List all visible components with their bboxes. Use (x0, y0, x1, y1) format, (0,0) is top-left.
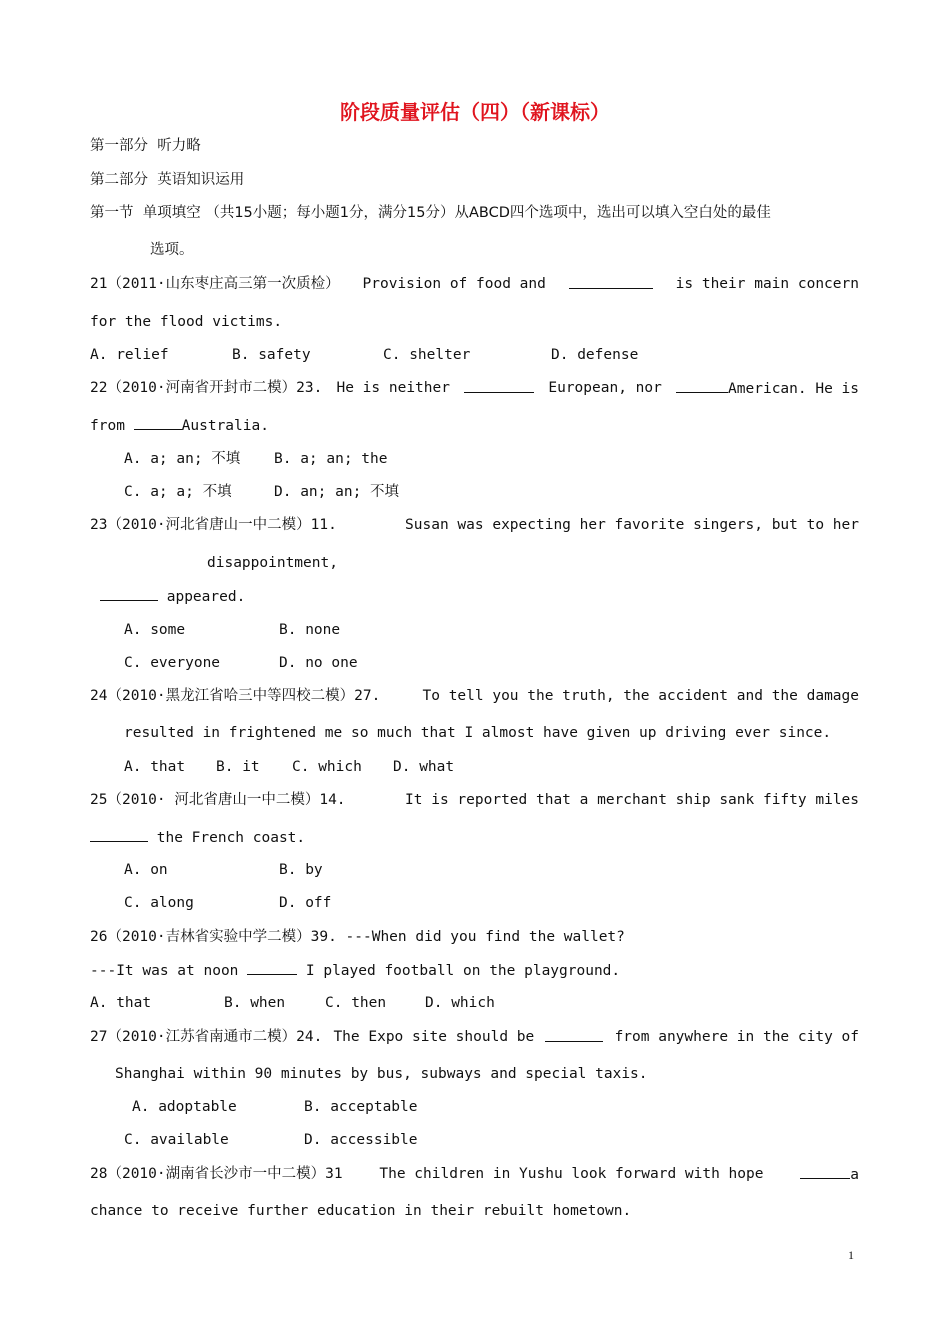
q23-line2: disappointment, (207, 555, 338, 571)
q21-option-b: B. safety (232, 347, 311, 363)
q22-option-b: B. a; an; the (274, 451, 388, 467)
q25-option-a: A. on (124, 862, 168, 878)
q22-text-a: He is neither (336, 380, 450, 396)
q23-source: 23（2010·河北省唐山一中二模）11. (90, 517, 337, 533)
q27-blank (545, 1027, 603, 1042)
q21-option-c: C. shelter (383, 347, 471, 363)
q28-blank (800, 1164, 850, 1179)
q26-line2-b: I played football on the playground. (305, 963, 621, 979)
q21-text-a: Provision of food and (362, 276, 546, 292)
part1-heading: 第一部分 听力略 (90, 138, 201, 154)
q23-line3 (100, 586, 245, 607)
q27-text-b: from anywhere in the city of (614, 1029, 859, 1045)
q23-option-a: A. some (124, 622, 186, 638)
q22-text-b: European, nor (548, 380, 662, 396)
q27-line2: Shanghai within 90 minutes by bus, subways and special taxis. (115, 1066, 648, 1082)
q24-option-d: D. what (393, 759, 455, 775)
q25-option-d: D. off (279, 895, 332, 911)
question-25 (90, 790, 859, 810)
q26-option-b: B. when (224, 995, 286, 1011)
q25-option-c: C. along (124, 895, 194, 911)
q24-option-b: B. it (216, 759, 260, 775)
q26-option-c: C. then (325, 995, 387, 1011)
page-title: 阶段质量评估（四）（新课标） (340, 100, 610, 124)
question-27 (90, 1027, 859, 1047)
q28-text-b: a (850, 1167, 859, 1183)
q22-option-c: C. a; a; 不填 (124, 484, 232, 500)
q21-text-b: is their main concern (675, 276, 859, 292)
q21-line2: for the flood victims. (90, 314, 283, 330)
part2-heading: 第二部分 英语知识运用 (90, 172, 245, 188)
q27-text-a: The Expo site should be (333, 1029, 535, 1045)
question-28 (90, 1164, 859, 1185)
q23-line3-text: appeared. (166, 589, 246, 605)
section1-line2: 选项。 (150, 242, 194, 258)
q21-option-a: A. relief (90, 347, 169, 363)
q27-option-b: B. acceptable (304, 1099, 418, 1115)
question-21 (90, 274, 859, 294)
q26-option-d: D. which (425, 995, 495, 1011)
q26-option-a: A. that (90, 995, 152, 1011)
q22-blank-2 (676, 378, 728, 393)
q21-option-d: D. defense (551, 347, 639, 363)
q24-source: 24（2010·黑龙江省哈三中等四校二模）27. (90, 688, 381, 704)
q22-text-c: American. He is (728, 381, 859, 397)
q26-text-a: ---When did you find the wallet? (345, 929, 625, 945)
q23-option-d: D. no one (279, 655, 358, 671)
page-number: 1 (848, 1248, 854, 1262)
q26-source: 26（2010·吉林省实验中学二模）39. (90, 929, 337, 945)
q27-option-d: D. accessible (304, 1132, 418, 1148)
q23-blank (100, 586, 158, 601)
q21-blank (569, 274, 653, 289)
q25-line2-text: the French coast. (156, 830, 306, 846)
q24-option-c: C. which (292, 759, 362, 775)
q22-blank-1 (464, 378, 534, 393)
q22-line2 (90, 415, 269, 436)
q27-option-c: C. available (124, 1132, 229, 1148)
q22-option-d: D. an; an; 不填 (274, 484, 400, 500)
q22-option-a: A. a; an; 不填 (124, 451, 241, 467)
q25-line2 (90, 827, 305, 848)
q22-blank-3 (134, 415, 182, 430)
q24-text-a: To tell you the truth, the accident and the damage (422, 688, 859, 704)
q22-line2-b: Australia. (181, 418, 269, 434)
q23-text-a: Susan was expecting her favorite singers, but to her (405, 517, 859, 533)
q21-source: 21（2011·山东枣庄高三第一次质检） (90, 276, 340, 292)
q26-blank (247, 960, 297, 975)
q28-source: 28（2010·湖南省长沙市一中二模）31 (90, 1166, 343, 1182)
q22-source: 22（2010·河南省开封市二模）23. (90, 380, 323, 396)
q23-option-c: C. everyone (124, 655, 221, 671)
question-22 (90, 378, 859, 399)
q28-text-a: The children in Yushu look forward with hope (379, 1166, 764, 1182)
q27-source: 27（2010·江苏省南通市二模）24. (90, 1029, 323, 1045)
q23-option-b: B. none (279, 622, 341, 638)
q27-option-a: A. adoptable (132, 1099, 237, 1115)
q25-text-a: It is reported that a merchant ship sank fifty miles (405, 792, 859, 808)
q25-option-b: B. by (279, 862, 323, 878)
q25-source: 25（2010· 河北省唐山一中二模）14. (90, 792, 346, 808)
q26-line2 (90, 960, 620, 981)
question-23 (90, 515, 859, 535)
section1-line1: 第一节 单项填空 （共15小题；每小题1分，满分15分）从ABCD四个选项中，选出可以填入空白处的最佳 (90, 205, 771, 221)
q26-line2-a: ---It was at noon (90, 963, 239, 979)
q22-line2-a: from (90, 418, 125, 434)
question-24 (90, 686, 859, 706)
q24-line2: resulted in frightened me so much that I almost have given up driving ever since. (124, 725, 832, 741)
q25-blank (90, 827, 148, 842)
question-26 (90, 927, 625, 947)
q28-line2: chance to receive further education in their rebuilt hometown. (90, 1203, 632, 1219)
q24-option-a: A. that (124, 759, 186, 775)
